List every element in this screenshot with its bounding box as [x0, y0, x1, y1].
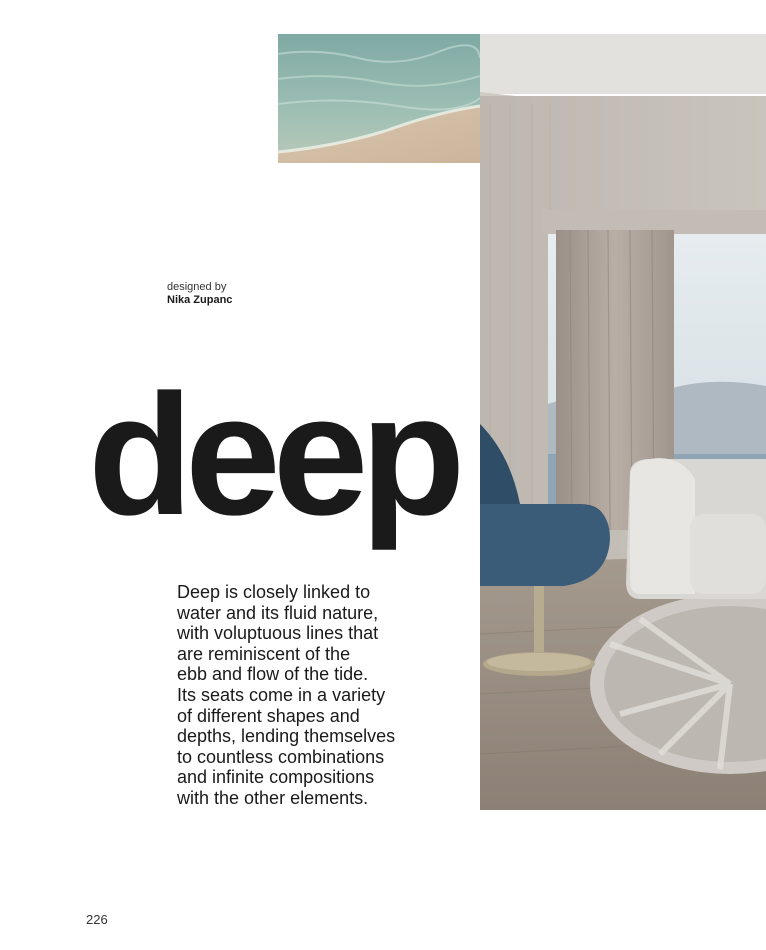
description-line: are reminiscent of the — [177, 643, 351, 664]
description-line: with voluptuous lines that — [177, 623, 379, 644]
interior-photo — [480, 34, 766, 810]
description — [177, 582, 427, 809]
description-line: of different shapes and — [177, 705, 360, 726]
description-line: water and its fluid nature, — [177, 602, 379, 623]
description-line: to countless combinations — [177, 746, 385, 767]
description-line: ebb and flow of the tide. — [177, 664, 369, 685]
designed-by-label: designed by — [167, 281, 227, 293]
description-line: depths, lending themselves — [177, 726, 396, 747]
beach-photo — [278, 34, 480, 163]
description-line: Deep is closely linked to — [177, 582, 371, 602]
collection-title: deep — [88, 359, 458, 551]
description-line: Its seats come in a variety — [177, 684, 386, 705]
description-line: with the other elements. — [177, 787, 369, 808]
designer-name: Nika Zupanc — [167, 294, 233, 306]
page-number: 226 — [86, 912, 108, 927]
description-line: and infinite compositions — [177, 767, 375, 788]
